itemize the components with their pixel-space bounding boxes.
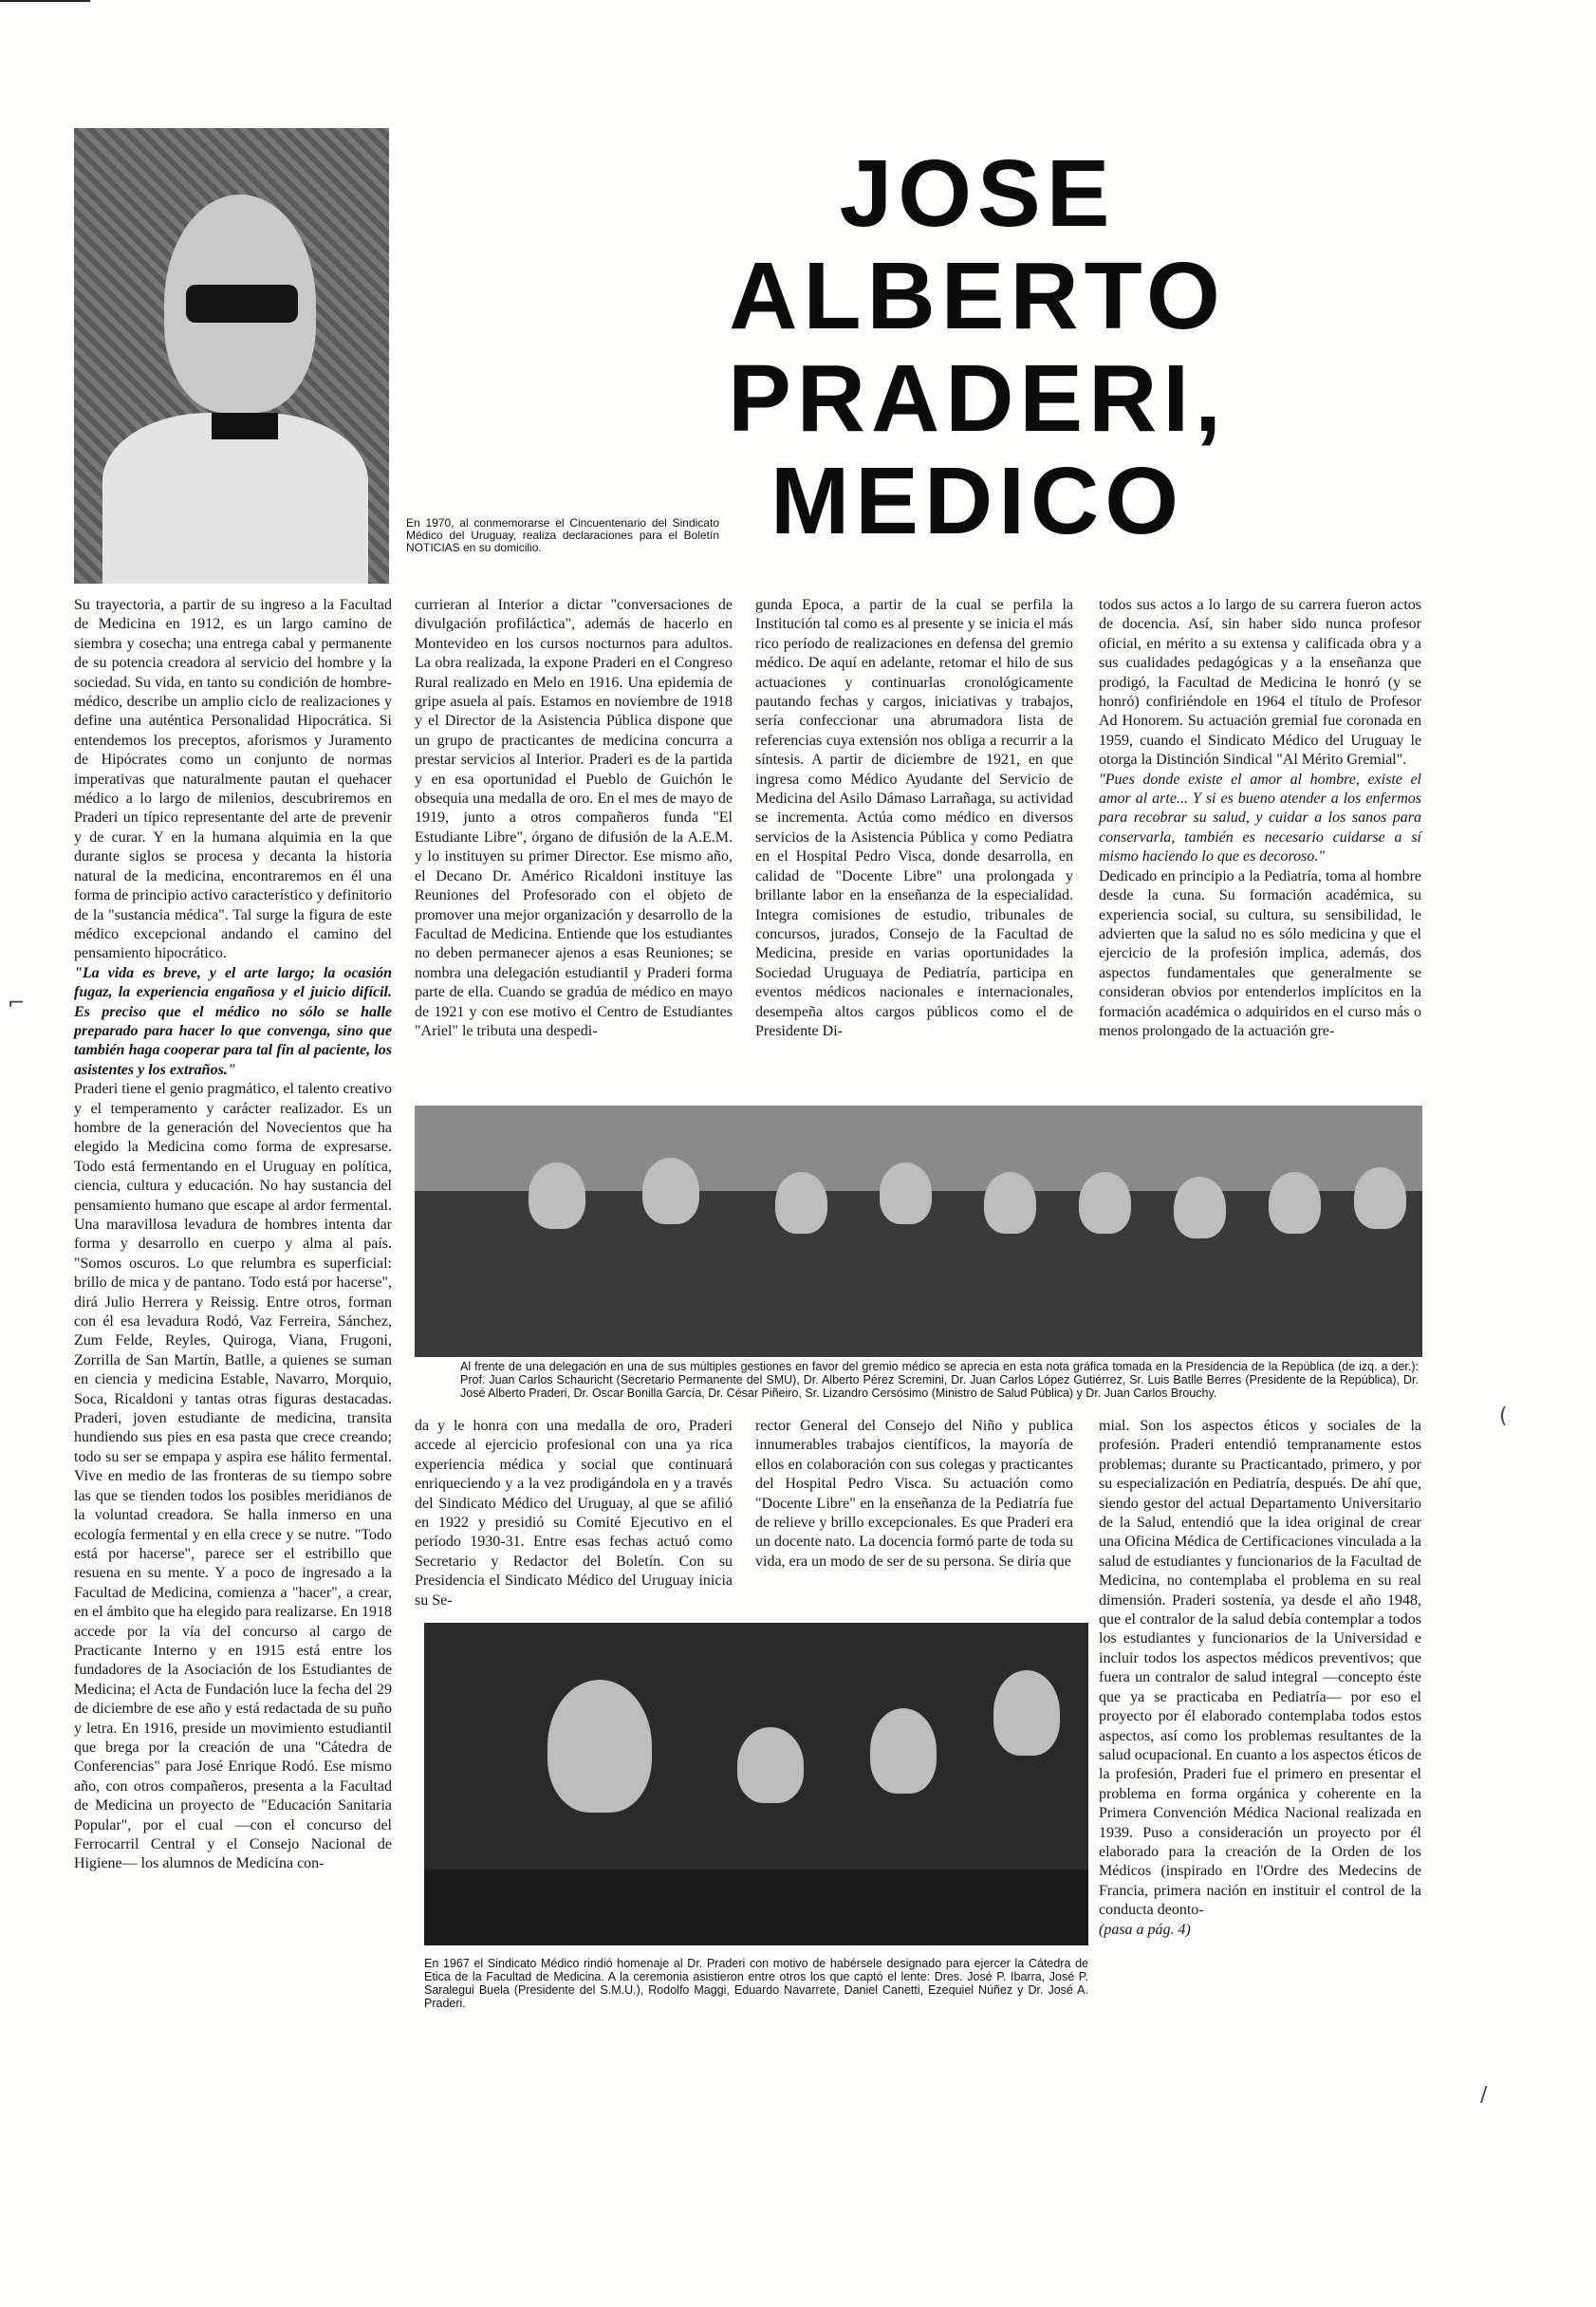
paragraph: Su trayectoria, a partir de su ingreso a la Facultad de Medicina en 1912, es un largo camino de siembra y cosecha; una entrega cabal y permanente de su potencia creadora al servicio del hombre y la sociedad. Su vida, en tanto su condición de hombre-médico, describe un amplio ciclo de realizaciones y define una auténtica Personalidad Hipocrática. Si entendemos los preceptos, aforismos y Juramento de Hipócrates como un conjunto de normas imperativas que naturalmente pautan el quehacer médico a lo largo de milenios, descubriremos en Praderi un típico representante del arte de prevenir y de curar. Y en la humana alquimia en la que durante siglos se procesa y decanta la historia natural de la medicina, encontraremos en él una forma de principio activo característico y definitorio de la "sustancia médica". Tal surge la figura de este médico excepcional andando el camino del pensamiento hipocrático. xyxy=(74,597,392,962)
headline-line-3: PRADERI, xyxy=(728,345,1227,452)
margin-mark: ∕ xyxy=(1480,2083,1488,2107)
margin-mark: ⌐ xyxy=(8,992,26,1015)
column-1 xyxy=(74,596,392,1874)
column-4-top xyxy=(1099,596,1421,1041)
paragraph: mial. Son los aspectos éticos y sociales de la profesión. Praderi entendió tempranamente estos problemas; durante su Practicantado, primero, y por su especialización en Pediatría, después. De ahí que, siendo gestor del actual Departamento Universitario de la Salud, entendió que la idea original de crear una Oficina Médica de Certificaciones vinculada a la salud de estudiantes y funcionarios de la Facultad de Medicina, no contemplaba el problema en su real dimensión. Praderi sostenía, ya desde el año 1948, que el contralor de la salud debía contemplar a todos los estudiantes y funcionarios de la Universidad e incluir todos los aspectos médicos preventivos; que fuera un contralor de salud integral —concepto éste que ya se practicaba en Pediatría— por eso el proyecto por él elaborado contemplaba todos estos aspectos, así como los problemas resultantes de la salud ocupacional. En cuanto a los aspectos éticos de la profesión, Praderi fue el primero en presentar el problema en forma orgánica y coherente en la Primera Convención Médica Nacional realizada en 1939. Puso a consideración un proyecto por él elaborado para la creación de la Orden de los Médicos (inspirado en l'Ordre des Medecins de Francia, primera nación en instituir el control de la conducta deonto- xyxy=(1099,1418,1421,1919)
homage-photo xyxy=(424,1623,1088,1945)
continued-note: (pasa a pág. 4) xyxy=(1099,1921,1191,1938)
margin-mark: ( xyxy=(1499,1405,1508,1428)
column-3-top xyxy=(755,596,1073,1041)
homage-photo-caption: En 1967 el Sindicato Médico rindió homenaje al Dr. Praderi con motivo de habérsele designado para ejercer la Cátedra de Etica de la Facultad de Medicina. A la ceremonia asistieron entre otros los que captó el lente: Dres. José P. Ibarra, José P. Saralegui Buela (Presidente del S.M.U.), Rodolfo Maggi, Eduardo Navarrete, Daniel Canetti, Ezequiel Núñez y Dr. José A. Praderi. xyxy=(424,1957,1088,2010)
group-photo xyxy=(415,1106,1422,1357)
paragraph: da y le honra con una medalla de oro, Praderi accede al ejercicio profesional con una ya rica experiencia médica y social que continuará enriqueciendo y a la vez prodigándola en y a través del Sindicato Médico del Uruguay, al que se afilió en 1922 y presidió su Comité Ejecutivo en el período 1930-31. Entre esas fechas actuó como Secretario y Redactor del Boletín. Con su Presidencia el Sindicato Médico del Uruguay inicia su Se- xyxy=(415,1418,733,1609)
column-3-bottom xyxy=(755,1417,1073,1572)
paragraph: currieran al Interior a dictar "conversaciones de divulgación profiláctica", además de hacerlo en Montevideo en los cursos nocturnos para adultos. La obra realizada, la expone Praderi en el Congreso Rural realizado en Melo en 1916. Una epidemia de gripe asuela al país. Estamos en noviembre de 1918 y el Director de la Asistencia Pública dispone que un grupo de practicantes de medicina concurra a prestar servicios al Interior. Praderi es de la partida y en esa oportunidad el Pueblo de Guichón le obsequia una medalla de oro. En el mes de mayo de 1919, junto a otros compañeros funda "El Estudiante Libre", órgano de difusión de la A.E.M. y lo instituyen su primer Director. Ese mismo año, el Decano Dr. Américo Ricaldoni instituye las Reuniones del Profesorado con el objeto de promover una mejor organización y desarrollo de la Facultad de Medicina. Entiende que los estudiantes no deben permanecer ajenos a esas Reuniones; se nombra una delegación estudiantil y Praderi forma parte de ella. Cuando se gradúa de médico en mayo de 1921 y con ese motivo el Centro de Estudiantes "Ariel" le tributa una despedi- xyxy=(415,597,733,1039)
paragraph: todos sus actos a lo largo de su carrera fueron actos de docencia. Así, sin haber sido nunca profesor oficial, en mérito a su extensa y calificada obra y a sus cualidades pedagógicas y a la enseñanza que prodigó, la Facultad de Medicina le honró (y se honró) confiriéndole en 1964 el título de Profesor Ad Honorem. Su actuación gremial fue coronada en 1959, cuando el Sindicato Médico del Uruguay le otorga la Distinción Sindical "Al Mérito Gremial". xyxy=(1099,597,1421,769)
paragraph: Praderi tiene el genio pragmático, el talento creativo y el temperamento y carácter realizador. Es un hombre de la generación del Novecientos que ha elegido la Medicina como forma de expresarse. Todo está fermentando en el Uruguay en política, ciencia, cultura y educación. No hay sustancia del pensamiento humano que escape al ardor fermental. Una maravillosa levadura de hombres intenta dar forma y desarrollo en cuerpo y alma al país. "Somos oscuros. Lo que relumbra es superficial: brillo de mica y de pantano. Todo está por hacerse", dirá Julio Herrera y Reissig. Entre otros, forman con él esa levadura Rodó, Vaz Ferreira, Sánchez, Zum Felde, Reyles, Quiroga, Viana, Frugoni, Zorrilla de San Martín, Batlle, a quienes se suman en ciencia y medicina Estable, Navarro, Morquio, Soca, Ricaldoni y tantas otras figuras destacadas. Praderi, joven estudiante de medicina, transita hundiendo sus pies en esa pasta que crece creando; todo su ser se empapa y aspira ese hálito fermental. Vive en medio de las fronteras de su tiempo sobre las que se tienden todos los posibles meridianos de la voluntad creadora. Se halla inmerso en una ecología fermental y en ella crece y se nutre. "Todo está por hacerse", parece ser el estribillo que resuena en su mente. Y a poco de ingresado a la Facultad de Medicina, comienza a "hacer", a crear, en el ámbito que ha elegido para realizarse. En 1918 accede por la vía del concurso al cargo de Practicante Interno y en 1915 está entre los fundadores de la Asociación de los Estudiantes de Medicina; el Acta de Fundación luce la fecha del 29 de diciembre de ese año y está redactada de su puño y letra. En 1916, preside un movimiento estudiantil que brega por la creación de una "Cátedra de Conferencias" para José Enrique Rodó. Ese mismo año, con otros compañeros, presenta a la Facultad de Medicina un proyecto de "Educación Sanitaria Popular", por el cual —con el concurso del Ferrocarril Central y el Consejo Nacional de Higiene— los alumnos de Medicina con- xyxy=(74,1081,392,1872)
headline xyxy=(712,142,1243,552)
column-2-bottom xyxy=(415,1417,733,1610)
headline-line-4: MEDICO xyxy=(770,448,1184,554)
hippocratic-quote-2: "Pues donde existe el amor al hombre, existe el amor al arte... Y si es bueno atender a los enfermos para recobrar su salud, y cuidar a los sanos para conservarla, también es necesario cuidarse a sí mismo haciendo lo que es decoroso." xyxy=(1099,771,1421,865)
column-4-bottom xyxy=(1099,1417,1421,1940)
hippocratic-quote: "La vida es breve, y el arte largo; la ocasión fugaz, la experiencia engañosa y el juicio difícil. Es preciso que el médico no sólo se halle preparado para hacer lo que convenga, sino que también haga cooperar para tal fin al paciente, los asistentes y los extraños." xyxy=(74,964,392,1078)
top-rule xyxy=(0,0,90,2)
portrait-photo xyxy=(74,128,389,584)
portrait-caption: En 1970, al conmemorarse el Cincuentenario del Sindicato Médico del Uruguay, realiza declaraciones para el Boletín NOTICIAS en su domicilio. xyxy=(406,516,719,554)
column-2-top xyxy=(415,596,733,1041)
paragraph: gunda Epoca, a partir de la cual se perfila la Institución tal como es al presente y se inicia el más rico período de realizaciones en defensa del gremio médico. De aquí en adelante, retomar el hilo de sus actuaciones y continuarlas cronológicamente pautando fechas y cargos, iniciativas y trabajos, sería confeccionar una abrumadora lista de referencias cuya extensión nos obliga a recurrir a la síntesis. A partir de diciembre de 1921, en que ingresa como Médico Ayudante del Servicio de Medicina del Asilo Dámaso Larrañaga, su actividad se incrementa. Actúa como médico en diversos servicios de la Asistencia Pública y como Pediatra en el Hospital Pedro Visca, donde desarrolla, en calidad de "Docente Libre" una prolongada y brillante labor en la enseñanza de la especialidad. Integra comisiones de estudio, tribunales de concursos, jurados, Consejo de la Facultad de Medicina, preside en varias oportunidades la Sociedad Uruguaya de Pediatría, participa en eventos médicos nacionales e internacionales, desempeña altos cargos públicos como el de Presidente Di- xyxy=(755,597,1073,1039)
group-photo-caption: Al frente de una delegación en una de sus múltiples gestiones en favor del gremio médico se aprecia en esta nota gráfica tomada en la Presidencia de la República (de izq. a der.): Prof. Juan Carlos Schauricht (Secretario Permanente del SMU), Dr. Alberto Pérez Scremini, Dr. Juan Carlos López Gutiérrez, Sr. Luis Batlle Berres (Presidente de la República), Dr. José Alberto Praderi, Dr. Oscar Bonilla García, Dr. César Piñeiro, Sr. Lizandro Cersósimo (Ministro de Salud Pública) y Dr. Juan Carlos Brouchy. xyxy=(460,1360,1419,1400)
headline-line-1: JOSE xyxy=(839,140,1116,247)
paragraph: Dedicado en principio a la Pediatría, toma al hombre desde la cuna. Su formación académica, su experiencia social, su cultura, su sensibilidad, le advierten que la salud no es sólo medicina y que el ejercicio de la profesión implica, además, dos aspectos fundamentales que generalmente se consideran obvios por entenderlos implícitos en la formación académica o adquiridos en el curso más o menos prolongado de la actuación gre- xyxy=(1099,867,1421,1039)
paragraph: rector General del Consejo del Niño y publica innumerables trabajos científicos, la mayoría de ellos en colaboración con sus colegas y practicantes del Hospital Pedro Visca. Su actuación como "Docente Libre" en la enseñanza de la Pediatría fue de relieve y brillo excepcionales. Es que Praderi era un docente nato. La docencia formó parte de toda su vida, era un modo de ser de su persona. Se diría que xyxy=(755,1418,1073,1570)
headline-line-2: ALBERTO xyxy=(729,243,1226,349)
